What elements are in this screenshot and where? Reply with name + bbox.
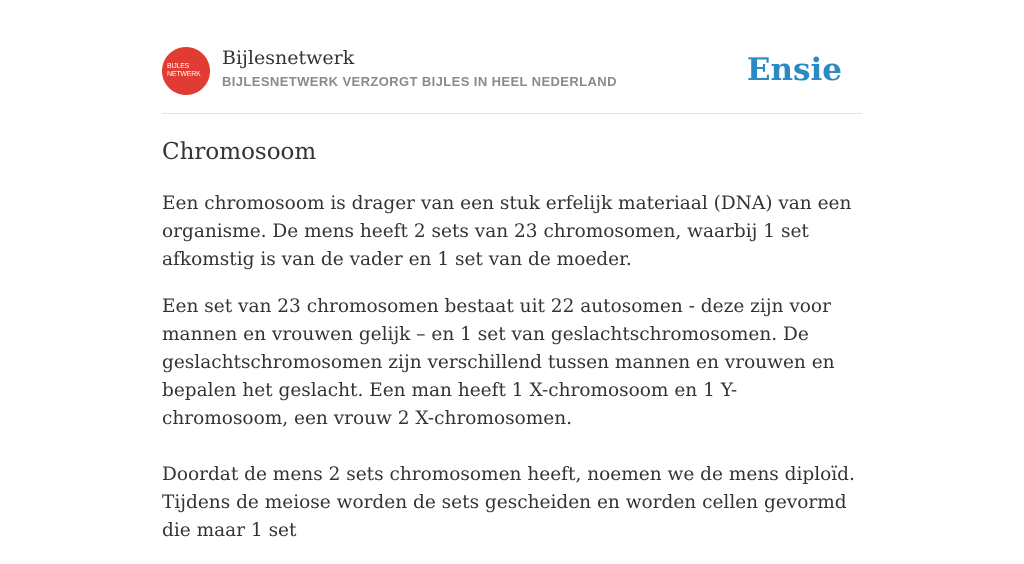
header-divider	[162, 113, 862, 114]
site-name-link[interactable]: Bijlesnetwerk	[222, 47, 355, 69]
ensie-brand-logo[interactable]: Ensie	[746, 52, 842, 88]
article-body	[162, 190, 862, 564]
bijlesnetwerk-logo[interactable]	[162, 47, 210, 95]
site-header	[162, 46, 862, 96]
logo-text-line1: BIJLES	[167, 63, 190, 70]
logo-text-line2: NETWERK	[167, 71, 201, 78]
article-paragraph-3: Doordat de mens 2 sets chromosomen heeft, noemen we de mens diploïd. Tijdens de meiose worden de sets gescheiden en worden cellen gevormd die maar 1 set	[162, 464, 855, 541]
site-tagline: BIJLESNETWERK VERZORGT BIJLES IN HEEL NEDERLAND	[222, 74, 617, 89]
article-paragraph-1: Een chromosoom is drager van een stuk erfelijk materiaal (DNA) van een organisme. De mens heeft 2 sets van 23 chromosomen, waarbij 1 set afkomstig is van de vader en 1 set van de moeder.	[162, 193, 852, 270]
article-title: Chromosoom	[162, 139, 317, 165]
article-paragraph-2: Een set van 23 chromosomen bestaat uit 22 autosomen - deze zijn voor mannen en vrouwen gelijk – en 1 set van geslachtschromosomen. De geslachtschromosomen zijn verschillend tussen mannen en vrouwen en bepalen het geslacht. Een man heeft 1 X-chromosoom en 1 Y-chromosoom, een vrouw 2 X-chromosomen.	[162, 296, 835, 429]
